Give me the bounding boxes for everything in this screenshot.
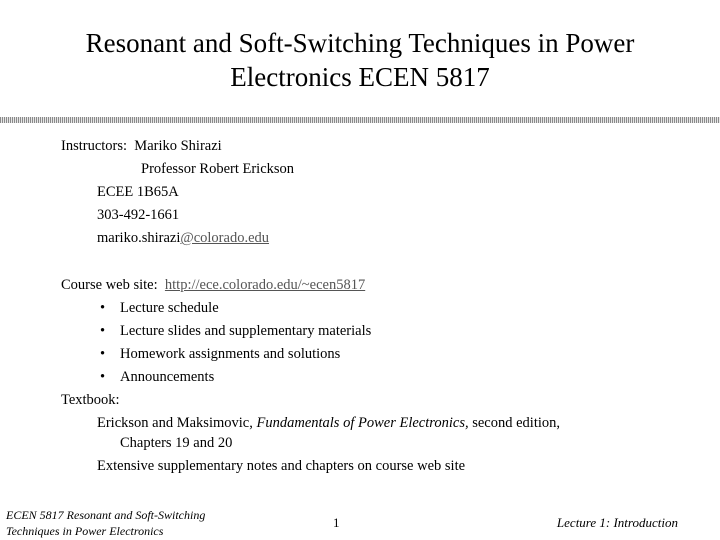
bullet: •	[100, 346, 106, 362]
textbook-chapters: Chapters 19 and 20	[120, 435, 233, 451]
website-label: Course web site:	[61, 277, 158, 293]
phone-number: 303-492-1661	[97, 207, 180, 223]
footer-lecture: Lecture 1: Introduction	[556, 515, 678, 530]
slide-title	[0, 26, 720, 94]
instructor-name-2: Professor Robert Erickson	[141, 161, 295, 177]
instructors-line	[61, 137, 222, 155]
list-item-text: Lecture schedule	[120, 300, 219, 316]
list-item	[100, 322, 371, 340]
textbook-label: Textbook:	[61, 392, 120, 408]
list-item-text: Lecture slides and supplementary materials	[120, 323, 372, 339]
page-number: 1	[333, 515, 340, 530]
website-line	[61, 276, 365, 294]
bullet: •	[100, 300, 106, 316]
office-location: ECEE 1B65A	[97, 184, 179, 200]
footer-course-line1: ECEN 5817 Resonant and Soft-Switching	[6, 508, 206, 522]
email-address[interactable]	[97, 229, 269, 247]
textbook-authors: Erickson and Maksimovic,	[97, 415, 253, 431]
title-divider	[0, 117, 720, 123]
email-user: mariko.shirazi	[97, 230, 181, 246]
list-item	[100, 368, 214, 386]
instructor-name-1: Mariko Shirazi	[134, 138, 222, 154]
supplementary-notes: Extensive supplementary notes and chapters on course web site	[97, 458, 466, 474]
list-item-text: Homework assignments and solutions	[120, 346, 341, 362]
slide-title-line1: Resonant and Soft-Switching Techniques in Power	[85, 28, 635, 58]
instructors-label: Instructors:	[61, 138, 128, 154]
footer-course-line2: Techniques in Power Electronics	[6, 524, 164, 538]
textbook-edition: second edition,	[472, 415, 561, 431]
bullet: •	[100, 369, 106, 385]
footer-course	[6, 507, 205, 539]
list-item	[100, 299, 219, 317]
email-domain-link[interactable]: @colorado.edu	[180, 230, 270, 246]
textbook-title: Fundamentals of Power Electronics,	[256, 415, 469, 431]
list-item	[100, 345, 340, 363]
textbook-citation	[97, 414, 560, 432]
bullet: •	[100, 323, 106, 339]
list-item-text: Announcements	[120, 369, 215, 385]
course-website-link[interactable]: http://ece.colorado.edu/~ecen5817	[164, 277, 366, 293]
slide-title-line2: Electronics ECEN 5817	[230, 62, 490, 92]
